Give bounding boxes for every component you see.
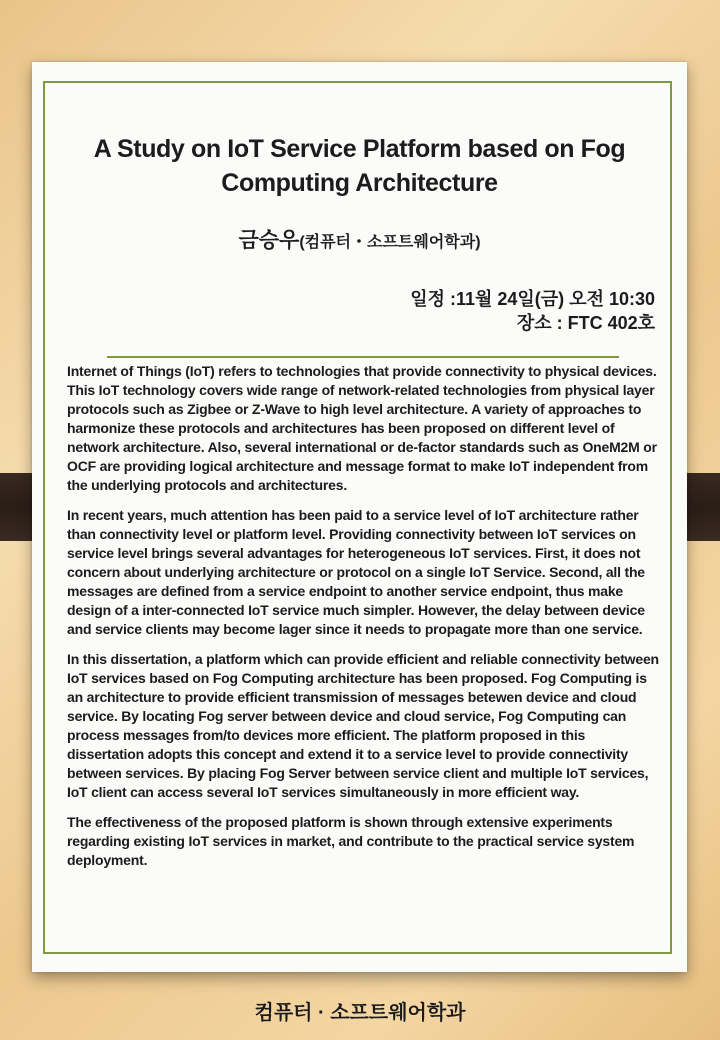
- abstract-paragraph-3: In this dissertation, a platform which can provide efficient and reliable connectivity between IoT services based on Fog Computing architecture has been proposed. Fog Computing is an architecture to provide efficient transmission of messages betewen device and cloud service. By locating Fog server between device and cloud service, Fog Computing can process messages from/to devices more efficient. The platform proposed in this dissertation adopts this concept and extend it to a service level to provide connectivity between services. By placing Fog Server between service client and multiple IoT services, IoT client can access several IoT services simultaneously in more efficient way.: [67, 651, 659, 800]
- abstract: [67, 362, 662, 881]
- presenter-department: (컴퓨터・소프트웨어학과): [299, 234, 481, 251]
- presenter-name: 금승우: [238, 229, 300, 252]
- footer-department: 컴퓨터 · 소프트웨어학과: [254, 1002, 466, 1024]
- schedule-block: [410, 287, 655, 335]
- poster-sheet: [32, 62, 687, 972]
- abstract-paragraph-2: In recent years, much attention has been paid to a service level of IoT architecture rather than connectivity level or platform level. Providing connectivity between IoT services on service level brings several advantages for heterogeneous IoT services. First, it does not concern about underlying architecture or protocol on a single IoT Service. Second, all the messages are defined from a service endpoint to another service endpoint, thus make design of a inter-connected IoT service much simpler. However, the delay between device and service clients may become lager since it needs to propagate more than one service.: [67, 507, 645, 637]
- schedule-location: 장소 : FTC 402호: [516, 313, 655, 333]
- poster-title: A Study on IoT Service Platform based on Fog Computing Architecture: [93, 135, 626, 197]
- presenter: [32, 224, 687, 254]
- abstract-paragraph-1: Internet of Things (IoT) refers to technologies that provide connectivity to physical devices. This IoT technology covers wide range of network-related technologies from physical layer protocols such as Zigbee or Z-Wave to high level architecture. A variety of approaches to harmonize these protocols and architectures has been proposed on different level of network architecture. Also, several international or de-factor standards such as OneM2M or OCF are providing logical architecture and message format to make IoT independent from the underlying protocols and architectures.: [67, 363, 657, 493]
- divider-line: [107, 356, 619, 358]
- abstract-paragraph-4: The effectiveness of the proposed platform is shown through extensive experiments regarding existing IoT services in market, and contribute to the practical service system deployment.: [67, 814, 635, 868]
- schedule-datetime: 일정 :11월 24일(금) 오전 10:30: [410, 289, 655, 309]
